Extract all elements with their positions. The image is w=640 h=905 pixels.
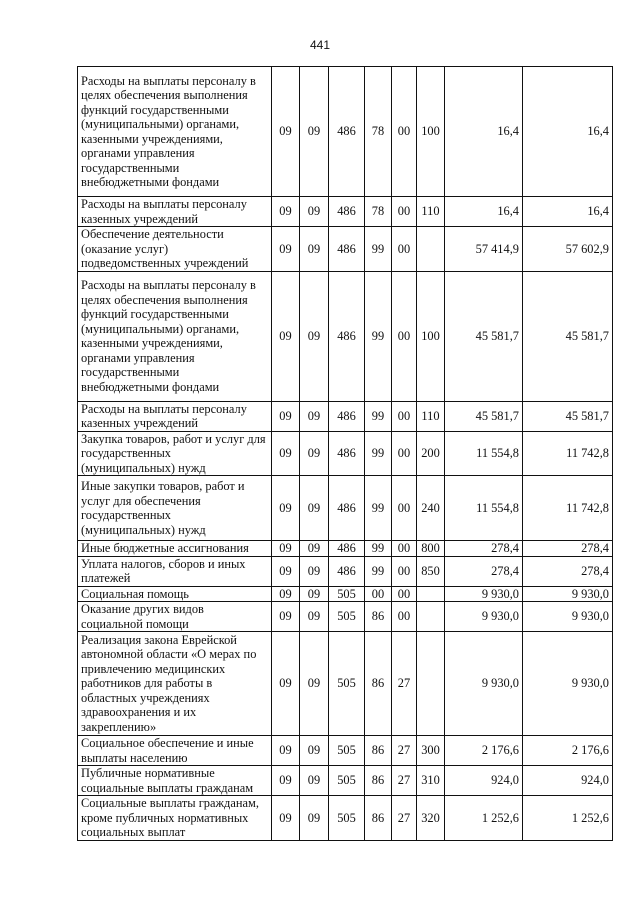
target-article-code-3: 27 [392, 632, 417, 736]
amount-year-1: 2 176,6 [445, 736, 523, 766]
row-name: Иные закупки товаров, работ и услуг для обеспечения государственных (муниципальных) нужд [78, 476, 272, 541]
expense-type-code [417, 602, 445, 632]
amount-year-2: 9 930,0 [523, 632, 613, 736]
row-name: Иные бюджетные ассигнования [78, 541, 272, 557]
expense-type-code [417, 586, 445, 602]
target-article-code-3: 00 [392, 476, 417, 541]
table-row [78, 796, 613, 841]
row-name: Расходы на выплаты персоналу казенных учреждений [78, 401, 272, 431]
target-article-code-1: 505 [329, 602, 365, 632]
target-article-code-1: 505 [329, 766, 365, 796]
expense-type-code: 320 [417, 796, 445, 841]
target-article-code-1: 486 [329, 197, 365, 227]
amount-year-2: 9 930,0 [523, 586, 613, 602]
target-article-code-1: 486 [329, 431, 365, 476]
pr-code: 09 [300, 476, 329, 541]
table-row [78, 541, 613, 557]
rz-code: 09 [272, 401, 300, 431]
pr-code: 09 [300, 227, 329, 272]
amount-year-2: 924,0 [523, 766, 613, 796]
target-article-code-3: 00 [392, 401, 417, 431]
row-name: Уплата налогов, сборов и иных платежей [78, 556, 272, 586]
target-article-code-1: 505 [329, 736, 365, 766]
target-article-code-3: 00 [392, 556, 417, 586]
table-row [78, 67, 613, 197]
rz-code: 09 [272, 271, 300, 401]
pr-code: 09 [300, 766, 329, 796]
table-row [78, 602, 613, 632]
row-name: Закупка товаров, работ и услуг для государственных (муниципальных) нужд [78, 431, 272, 476]
target-article-code-3: 00 [392, 586, 417, 602]
table-row [78, 401, 613, 431]
amount-year-1: 16,4 [445, 67, 523, 197]
row-name: Расходы на выплаты персоналу в целях обеспечения выполнения функций государственными (муниципальными) органами, казенными учреждениями, органами управления государственными внебюджетными фондами [78, 271, 272, 401]
target-article-code-2: 86 [365, 766, 392, 796]
expense-type-code: 100 [417, 271, 445, 401]
target-article-code-2: 99 [365, 271, 392, 401]
row-name: Реализация закона Еврейской автономной области «О мерах по привлечению медицинских работников для работы в областных учреждениях здравоохранения и их закреплению» [78, 632, 272, 736]
row-name: Публичные нормативные социальные выплаты гражданам [78, 766, 272, 796]
expense-type-code: 300 [417, 736, 445, 766]
amount-year-2: 9 930,0 [523, 602, 613, 632]
target-article-code-2: 99 [365, 556, 392, 586]
amount-year-1: 45 581,7 [445, 271, 523, 401]
pr-code: 09 [300, 67, 329, 197]
row-name: Социальные выплаты гражданам, кроме публичных нормативных социальных выплат [78, 796, 272, 841]
target-article-code-2: 86 [365, 632, 392, 736]
pr-code: 09 [300, 401, 329, 431]
row-name: Оказание других видов социальной помощи [78, 602, 272, 632]
rz-code: 09 [272, 431, 300, 476]
target-article-code-1: 486 [329, 541, 365, 557]
amount-year-2: 278,4 [523, 556, 613, 586]
expense-type-code [417, 632, 445, 736]
pr-code: 09 [300, 556, 329, 586]
amount-year-1: 1 252,6 [445, 796, 523, 841]
rz-code: 09 [272, 197, 300, 227]
target-article-code-2: 86 [365, 736, 392, 766]
row-name: Социальная помощь [78, 586, 272, 602]
pr-code: 09 [300, 541, 329, 557]
amount-year-1: 9 930,0 [445, 586, 523, 602]
amount-year-2: 278,4 [523, 541, 613, 557]
table-row [78, 736, 613, 766]
rz-code: 09 [272, 586, 300, 602]
rz-code: 09 [272, 541, 300, 557]
table-row [78, 632, 613, 736]
expense-type-code: 240 [417, 476, 445, 541]
target-article-code-2: 78 [365, 197, 392, 227]
target-article-code-1: 486 [329, 271, 365, 401]
amount-year-1: 57 414,9 [445, 227, 523, 272]
table-row [78, 227, 613, 272]
table-row [78, 431, 613, 476]
expense-type-code: 100 [417, 67, 445, 197]
pr-code: 09 [300, 632, 329, 736]
rz-code: 09 [272, 632, 300, 736]
target-article-code-2: 99 [365, 476, 392, 541]
expense-type-code [417, 227, 445, 272]
target-article-code-1: 505 [329, 632, 365, 736]
pr-code: 09 [300, 586, 329, 602]
pr-code: 09 [300, 197, 329, 227]
amount-year-2: 45 581,7 [523, 401, 613, 431]
rz-code: 09 [272, 796, 300, 841]
amount-year-1: 278,4 [445, 541, 523, 557]
target-article-code-3: 00 [392, 271, 417, 401]
table-row [78, 197, 613, 227]
amount-year-2: 2 176,6 [523, 736, 613, 766]
amount-year-1: 11 554,8 [445, 476, 523, 541]
amount-year-1: 45 581,7 [445, 401, 523, 431]
amount-year-1: 11 554,8 [445, 431, 523, 476]
rz-code: 09 [272, 602, 300, 632]
amount-year-2: 45 581,7 [523, 271, 613, 401]
table-row [78, 766, 613, 796]
row-name: Расходы на выплаты персоналу казенных учреждений [78, 197, 272, 227]
target-article-code-3: 00 [392, 67, 417, 197]
target-article-code-1: 486 [329, 401, 365, 431]
rz-code: 09 [272, 736, 300, 766]
expense-type-code: 850 [417, 556, 445, 586]
target-article-code-2: 99 [365, 431, 392, 476]
target-article-code-2: 78 [365, 67, 392, 197]
expense-type-code: 200 [417, 431, 445, 476]
target-article-code-3: 27 [392, 796, 417, 841]
target-article-code-1: 486 [329, 227, 365, 272]
target-article-code-2: 00 [365, 586, 392, 602]
target-article-code-3: 00 [392, 197, 417, 227]
amount-year-2: 16,4 [523, 67, 613, 197]
amount-year-2: 16,4 [523, 197, 613, 227]
amount-year-2: 57 602,9 [523, 227, 613, 272]
target-article-code-3: 00 [392, 541, 417, 557]
target-article-code-3: 00 [392, 602, 417, 632]
rz-code: 09 [272, 556, 300, 586]
budget-table [77, 66, 613, 841]
amount-year-1: 9 930,0 [445, 632, 523, 736]
pr-code: 09 [300, 796, 329, 841]
amount-year-1: 924,0 [445, 766, 523, 796]
expense-type-code: 110 [417, 197, 445, 227]
pr-code: 09 [300, 431, 329, 476]
table-row [78, 271, 613, 401]
row-name: Социальное обеспечение и иные выплаты населению [78, 736, 272, 766]
target-article-code-2: 86 [365, 796, 392, 841]
target-article-code-2: 99 [365, 541, 392, 557]
rz-code: 09 [272, 227, 300, 272]
amount-year-1: 9 930,0 [445, 602, 523, 632]
target-article-code-3: 27 [392, 736, 417, 766]
page-number: 441 [309, 38, 331, 52]
target-article-code-3: 00 [392, 431, 417, 476]
expense-type-code: 800 [417, 541, 445, 557]
target-article-code-2: 86 [365, 602, 392, 632]
rz-code: 09 [272, 476, 300, 541]
rz-code: 09 [272, 67, 300, 197]
amount-year-2: 11 742,8 [523, 431, 613, 476]
pr-code: 09 [300, 736, 329, 766]
expense-type-code: 310 [417, 766, 445, 796]
table-row [78, 476, 613, 541]
pr-code: 09 [300, 602, 329, 632]
pr-code: 09 [300, 271, 329, 401]
target-article-code-1: 486 [329, 67, 365, 197]
target-article-code-2: 99 [365, 401, 392, 431]
amount-year-2: 1 252,6 [523, 796, 613, 841]
rz-code: 09 [272, 766, 300, 796]
amount-year-1: 278,4 [445, 556, 523, 586]
row-name: Обеспечение деятельности (оказание услуг) подведомственных учреждений [78, 227, 272, 272]
target-article-code-1: 486 [329, 476, 365, 541]
expense-type-code: 110 [417, 401, 445, 431]
target-article-code-1: 486 [329, 556, 365, 586]
target-article-code-3: 00 [392, 227, 417, 272]
table-row [78, 556, 613, 586]
target-article-code-1: 505 [329, 796, 365, 841]
amount-year-2: 11 742,8 [523, 476, 613, 541]
target-article-code-3: 27 [392, 766, 417, 796]
target-article-code-1: 505 [329, 586, 365, 602]
amount-year-1: 16,4 [445, 197, 523, 227]
target-article-code-2: 99 [365, 227, 392, 272]
row-name: Расходы на выплаты персоналу в целях обеспечения выполнения функций государственными (муниципальными) органами, казенными учреждениями, органами управления государственными внебюджетными фондами [78, 67, 272, 197]
table-row [78, 586, 613, 602]
